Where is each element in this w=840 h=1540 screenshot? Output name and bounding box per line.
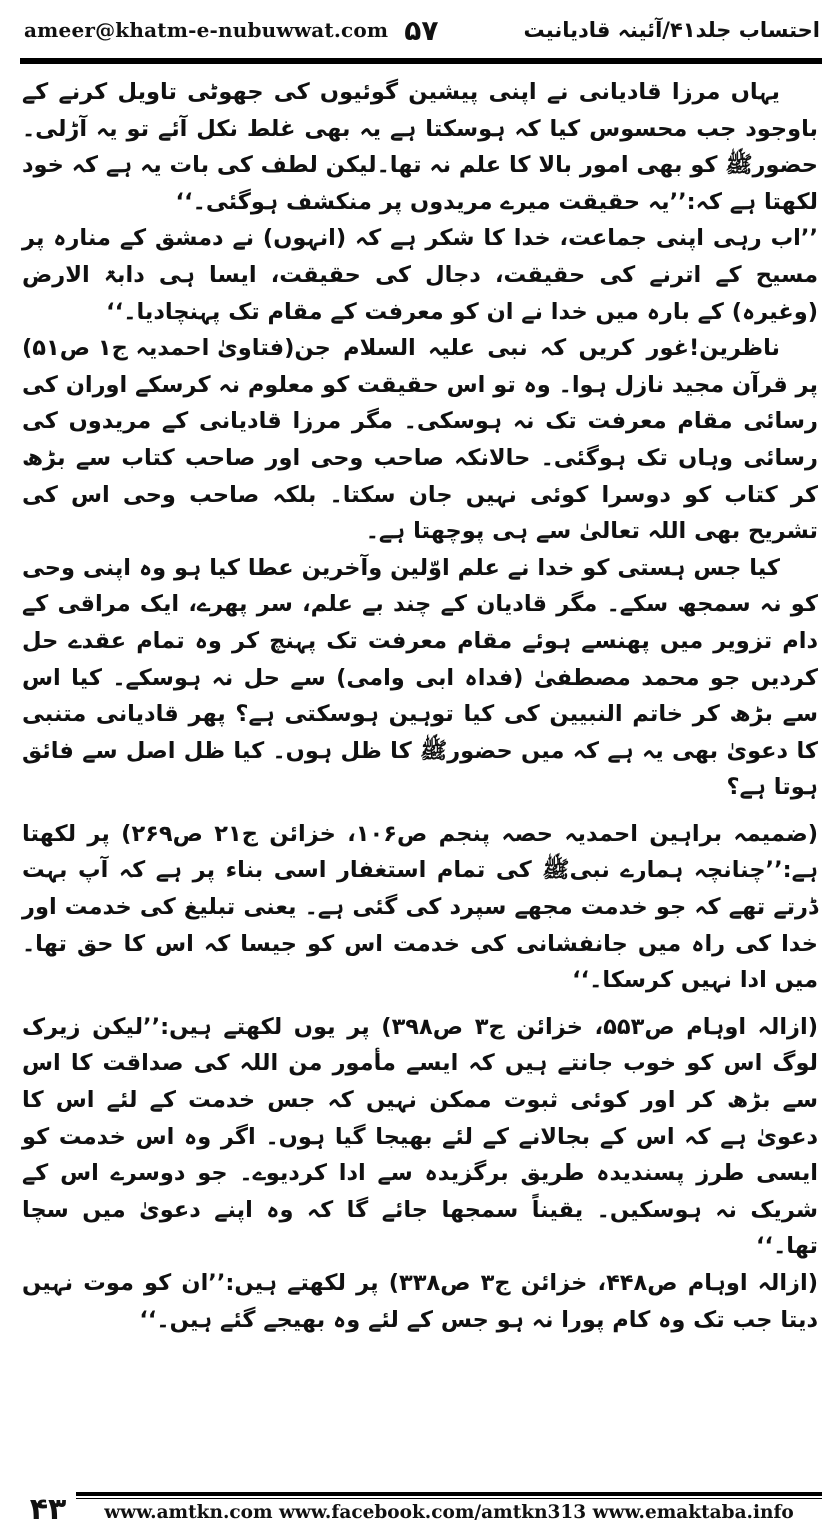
header-email: ameer@khatm-e-nubuwwat.com [24,18,389,42]
footer-rule [76,1492,822,1496]
paragraph-5: (ضمیمہ براہین احمدیہ حصہ پنجم ص۱۰۶، خزائن ج۲۱ ص۲۶۹) پر لکھتا ہے:’’چنانچہ ہمارے نبیﷺ کی تمام استغفار اسی بناء پر ہے کہ آپ بہت ڈرتے تھے کہ جو خدمت مجھے سپرد کی گئی ہے۔ یعنی تبلیغ کی خدمت اور خدا کی راہ میں جانفشانی کی خدمت اس کو جیسا کہ اس کا حق تھا۔ میں ادا نہیں کرسکا۔‘‘ [22,820,818,994]
quote-paragraph [22,220,818,362]
header-rule [20,58,822,64]
paragraph-3: ناظرین!غور کریں کہ نبی علیہ السلام جن پر قرآن مجید نازل ہوا۔ وہ تو اس حقیقت کو معلوم نہ کرسکے اوران کی رسائی مقام معرفت تک نہ ہوسکی۔ مگر مرزا قادیانی کے مریدوں کی رسائی وہاں تک ہوگئی۔ حالانکہ صاحب وحی اور صاحب کتاب سے بڑھ کر کتاب کو دوسرا کوئی نہیں جان سکتا۔ بلکہ صاحب وحی اس کی تشریح بھی اللہ تعالیٰ سے ہی پوچھتا ہے۔ [22,335,818,545]
paragraph-7: (ازالہ اوہام ص۴۴۸، خزائن ج۳ ص۳۳۸) پر لکھتے ہیں:’’ان کو موت نہیں دیتا جب تک وہ کام پورا نہ ہو جس کے لئے وہ بھیجے گئے ہیں۔‘‘ [22,1270,818,1333]
paragraph-6: (ازالہ اوہام ص۵۵۳، خزائن ج۳ ص۳۹۸) پر یوں لکھتے ہیں:’’لیکن زیرک لوگ اس کو خوب جانتے ہیں کہ ایسے مأمور من اللہ کی صداقت کا اس سے بڑھ کر اور کوئی ثبوت ممکن نہیں کہ جس خدمت کے لئے اس کا دعویٰ ہے کہ اس کے بجالانے کے لئے بھیجا گیا ہوں۔ اگر وہ اس خدمت کو ایسی طرز پسندیدہ طریق برگزیدہ سے ادا کردیوے۔ جو دوسرے اس کے شریک نہ ہوسکیں۔ یقیناً سمجھا جائے گا کہ وہ اپنے دعویٰ میں سچا تھا۔‘‘ [22,1013,818,1260]
citation-fatawa-ahmadiyya: (فتاویٰ احمدیہ ج۱ ص۵۱) [22,335,295,362]
footer-links: www.amtkn.com www.facebook.com/amtkn313 www.emaktaba.info [104,1502,794,1523]
footer-page-number: ۴۳ [29,1491,67,1527]
header-left [24,14,438,47]
paragraph-1: یہاں مرزا قادیانی نے اپنی پیشین گوئیوں کی جھوٹی تاویل کرنے کے باوجود جب محسوس کیا کہ ہوسکتا ہے یہ بھی غلط نکل آئے تو یہ آڑلی۔ حضورﷺ کو بھی امور بالا کا علم نہ تھا۔لیکن لطف کی بات یہ ہے کہ خود لکھتا ہے کہ:’’یہ حقیقت میرے مریدوں پر منکشف ہوگئی۔‘‘ [22,79,818,215]
page-body [22,74,818,1338]
paragraph-4: کیا جس ہستی کو خدا نے علم اوّلین وآخرین عطا کیا ہو وہ اپنی وحی کو نہ سمجھ سکے۔ مگر قادیان کے چند بے علم، سر پھرے، ایک مراقی کے دام تزویر میں پھنسے ہوئے مقام معرفت تک پہنچ کر وہ تمام عقدے حل کردیں جو محمد مصطفیٰ (فداہ ابی وامی) سے حل نہ ہوسکے۔ کیا اس سے بڑھ کر خاتم النبیین کی کیا توہین ہوسکتی ہے؟ پھر قادیانی متنبی کا دعویٰ بھی یہ ہے کہ میں حضورﷺ کا ظل ہوں۔ کیا ظل اصل سے فائق ہوتا ہے؟ [22,554,818,801]
page-header [24,8,820,52]
quote-text: ’’اب رہی اپنی جماعت، خدا کا شکر ہے کہ (انہوں) نے دمشق کے منارہ پر مسیح کے اترنے کی حقیقت، دجال کی حقیقت، ایسا ہی دابۃ الارض (وغیرہ) کے بارہ میں خدا نے ان کو معرفت کے مقام تک پہنچادیا۔‘‘ [22,225,818,325]
footer-rule-thin [76,1498,822,1499]
header-page-number: ۵۷ [404,13,439,47]
running-title: احتساب جلد۴۱/آئینہ قادیانیت [523,18,820,42]
page-footer [20,1486,822,1532]
footer-links-block [76,1486,822,1532]
